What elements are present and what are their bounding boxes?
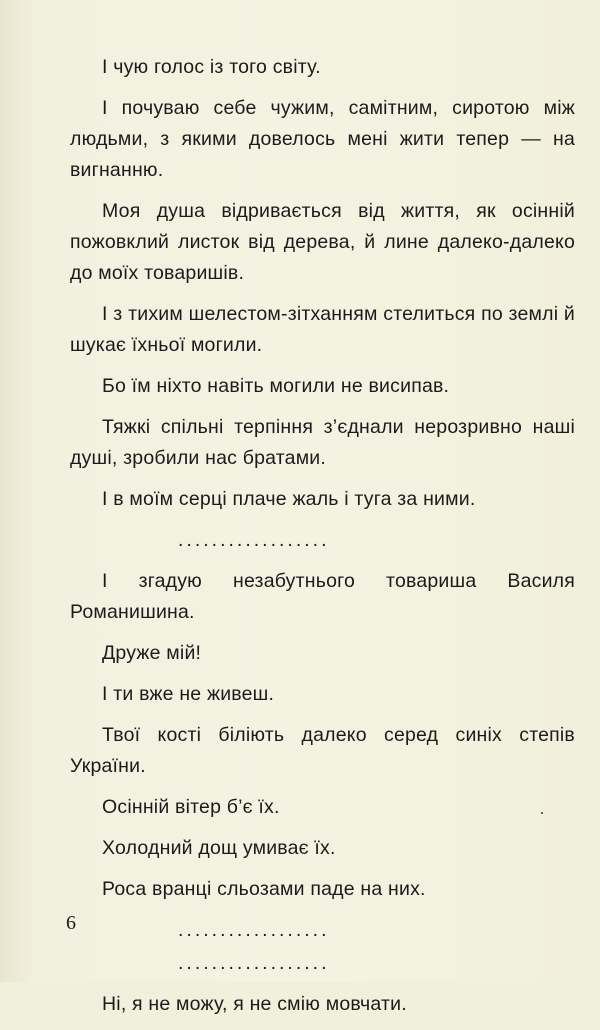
paragraph: Друже мій! (102, 642, 202, 664)
paragraph: І почуваю себе чужим, самітним, сиротою між людьми, з якими довелось мені жити тепер — на вигнанню. (70, 97, 575, 181)
paragraph: Моя душа відривається від життя, як осінній пожовклий листок від дерева, й лине далеко-далеко до моїх товаришів. (70, 200, 575, 284)
paragraph: І згадую незабутнього товариша Василя Романишина. (70, 570, 575, 623)
paragraph: Осінній вітер б’є їх. (102, 796, 280, 818)
page-number: 6 (66, 912, 76, 934)
dot-separator: .................. (178, 952, 330, 974)
paragraph: Холодний дощ умиває їх. (102, 837, 336, 859)
paragraph: І ти вже не живеш. (102, 683, 275, 705)
paragraph: І з тихим шелестом-зітханням стелиться по землі й шукає їхньої могили. (70, 303, 575, 356)
paragraph: Тяжкі спільні терпіння з’єднали нерозривно наші душі, зробили нас братами. (70, 416, 575, 469)
paragraph: І в моїм серці плаче жаль і туга за ними. (102, 488, 476, 510)
ink-speck (541, 812, 543, 814)
paragraph: Ні, я не можу, я не смію мовчати. (102, 993, 407, 1015)
dot-separator: .................. (178, 529, 330, 551)
paragraph: Бо їм ніхто навіть могили не висипав. (102, 375, 450, 397)
dot-separator: .................. (178, 919, 330, 941)
page-text (70, 52, 575, 1030)
paragraph: І чую голос із того світу. (102, 56, 321, 78)
paragraph: Роса вранці сльозами паде на них. (102, 878, 426, 900)
paragraph: Твої кості біліють далеко серед синіх степів України. (70, 724, 575, 777)
